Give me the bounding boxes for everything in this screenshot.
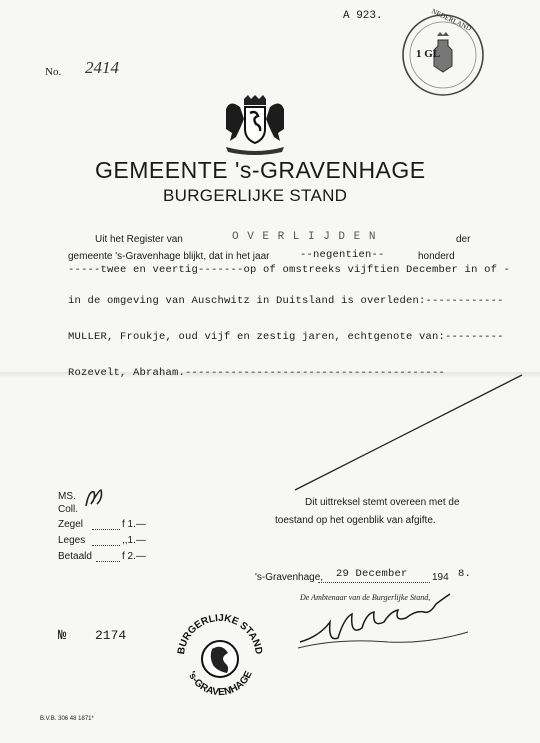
register-type: O V E R L I J D E N [232, 231, 377, 243]
signature [290, 590, 500, 660]
certification-line1: Dit uittreksel stemt overeen met de [305, 497, 460, 508]
register-line1-prefix: Uit het Register van [95, 234, 183, 245]
betaald-label: Betaald [58, 551, 92, 562]
ms-label: MS. [58, 491, 76, 502]
register-line1-suffix: der [456, 234, 471, 245]
date-day-month: 29 December [336, 568, 408, 580]
footer-number: 2174 [95, 628, 127, 643]
number-label: No. [45, 66, 62, 78]
betaald-value: f 2.— [122, 551, 146, 562]
certification-line2: toestand op het ogenblik van afgifte. [275, 515, 436, 526]
coat-of-arms-icon [220, 95, 290, 155]
register-line4: in de omgeving van Auschwitz in Duitsland is overleden:------------ [68, 295, 504, 307]
date-year-suffix: 8. [458, 568, 472, 580]
stamp-value: 1 GL [416, 48, 441, 60]
municipality-title: GEMEENTE 's-GRAVENHAGE [95, 157, 426, 183]
seal-bottom-text: 's-GRAVENHAGE [185, 669, 255, 699]
register-year-typed: --negentien-- [300, 249, 385, 261]
cancellation-line [290, 370, 530, 495]
coat-of-arms [220, 95, 290, 155]
zegel-dots [92, 529, 120, 530]
coll-label: Coll. [58, 504, 79, 515]
leges-label: Leges [58, 535, 86, 546]
print-code: B.V.B. 306 48 1871* [40, 716, 94, 722]
leges-value: ,,1.— [122, 535, 146, 546]
reference-code: A 923. [343, 10, 383, 22]
register-line2-prefix: gemeente 's-Gravenhage blijkt, dat in het jaar [68, 251, 270, 262]
seal-icon [170, 605, 270, 705]
department-title: BURGERLIJKE STAND [163, 186, 348, 205]
zegel-value: f 1.— [122, 519, 146, 530]
date-year-prefix: 194 [432, 572, 449, 583]
register-line5: MULLER, Froukje, oud vijf en zestig jaren, echtgenote van:--------- [68, 331, 504, 343]
stamp-icon [400, 12, 486, 98]
number-handwritten: 2414 [85, 58, 119, 77]
register-line2-suffix: honderd [418, 251, 455, 262]
register-line3: -----twee en veertig-------op of omstreeks vijftien December in of - [68, 264, 511, 276]
register-line6: Rozevelt, Abraham.---------------------------------------- [68, 367, 446, 379]
footer-no-symbol: № [58, 628, 67, 644]
handwritten-mark [82, 486, 104, 510]
betaald-dots [96, 561, 120, 562]
date-dotted-line [318, 582, 430, 583]
revenue-stamp [400, 7, 486, 98]
zegel-label: Zegel [58, 519, 84, 530]
municipal-seal [170, 605, 270, 705]
seal-top-text: BURGERLIJKE STAND [176, 612, 264, 656]
leges-dots [92, 545, 120, 546]
stamp-country: NEDERLAND [430, 7, 473, 33]
date-place: 's-Gravenhage, [255, 572, 324, 583]
official-title: De Ambtenaar van de Burgerlijke Stand, [300, 593, 431, 602]
